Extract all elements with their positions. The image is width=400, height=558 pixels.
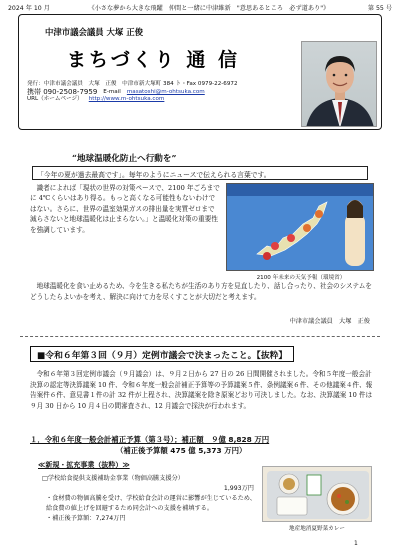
website-link[interactable]: http://www.m-ohtsuka.com <box>88 96 165 103</box>
email-link[interactable]: masatoshi@m-ohtsuka.com <box>126 88 205 95</box>
climate-paragraph-2: 地球温暖化を食い止めるため、今を生きる私たちが生活のあり方を見直したり、話し合ったり、社会のシステムをどうしたらよいかを考え、解決に向けて力を尽くすことが大切だと考えます。 <box>30 282 372 301</box>
lunch-photo-caption: 地産地消夏野菜カレー <box>289 526 345 532</box>
project-title: □学校給食提供支援補助金事業（物価高騰支援分） <box>42 475 184 482</box>
issue-slogan: 《小さな夢から大きな飛躍 仲間と一緒に中津維新 "意思あるところ 必ず道あり"》 <box>88 5 330 12</box>
council-paragraph: 令和６年第３回定例市議会（９月議会）は、９月２日から 27 日の 26 日間開催されました。令和５年度一般会計決算の認定等決算議案 10 件、令和６年度一般会計補正予算等の予算議案５件、条例議案６件、その他議案４件、報告案件６件、意見書１件の計 32 件が上程され、決算議案を除き原案どおり可決しました。なお、決算議案 10 件は９月 30 日から 10 月４日の間審査され、12 月議会で採決が行われます。 <box>30 370 373 410</box>
project-bullet-2: ・補正後予算額：7,274万円 <box>46 515 126 522</box>
section-divider <box>20 336 380 337</box>
author-signature: 中津市議会議員 大塚 正俊 <box>289 318 370 325</box>
representative-name: 中津市議会議員 大塚 正俊 <box>45 27 143 37</box>
issue-number: 第 55 号 <box>367 5 392 12</box>
climate-heading: “地球温暖化防止へ行動を” <box>72 154 177 164</box>
issue-header <box>8 3 392 12</box>
project-details <box>42 474 258 524</box>
climate-quote: 「今年の夏が過去最高です」。毎年のようにニュースで伝えられる言葉です。 <box>32 166 368 180</box>
masthead <box>18 14 382 130</box>
portrait-photo <box>301 41 377 127</box>
budget-item-total: （補正後予算額 475 億 5,373 万円） <box>116 446 247 455</box>
mobile-number: 携帯 090-2508-7959 <box>27 87 98 96</box>
project-bullet-1: ・食材費の物価高騰を受け、学校給食会計の運営に影響が生じているため、給食費の値上げを回避するため同会計への支援を補填する。 <box>46 495 256 512</box>
url-label: URL（ホームページ） <box>27 96 83 103</box>
contact-info <box>27 81 297 104</box>
publisher-line: 発行：中津市議会議員 大塚 正俊 中津市新大塚町 384 ト・Fax 0979-22-6972 <box>27 81 238 87</box>
project-amount: 1,993万円 <box>223 485 254 492</box>
weather-image-caption: 2100 年未来の天気予報（環境省） <box>256 275 346 281</box>
council-heading: ■令和６年第３回（９月）定例市議会で決まったこと。【抜粋】 <box>30 346 294 362</box>
budget-item-title: １．令和６年度一般会計補正予算（第３号）；補正額 ９億 8,828 万円 <box>30 435 270 444</box>
budget-item <box>30 434 269 456</box>
climate-paragraph-1: 識者によれば「現状の世界の対策ペースで、2100 年ごろまでに 4℃くらいはあり得る。もっと高くなる可能性もないわけではない。さらに、世界の温室効果ガスの排出量を実質ゼロまで減らさないと地球温暖化は止まらない。」と温暖化対策の重要性を強調しています。 <box>30 184 220 234</box>
page-number: 1 <box>354 540 358 547</box>
email-label: E-mail <box>103 88 121 95</box>
newsletter-title: まちづくり 通 信 <box>67 49 241 71</box>
new-projects-label: ≪新規・拡充事業（抜粋）≫ <box>38 461 130 469</box>
weather-forecast-image <box>226 183 374 271</box>
school-lunch-photo <box>262 466 372 522</box>
issue-date: 2024 年 10 月 <box>8 5 50 12</box>
